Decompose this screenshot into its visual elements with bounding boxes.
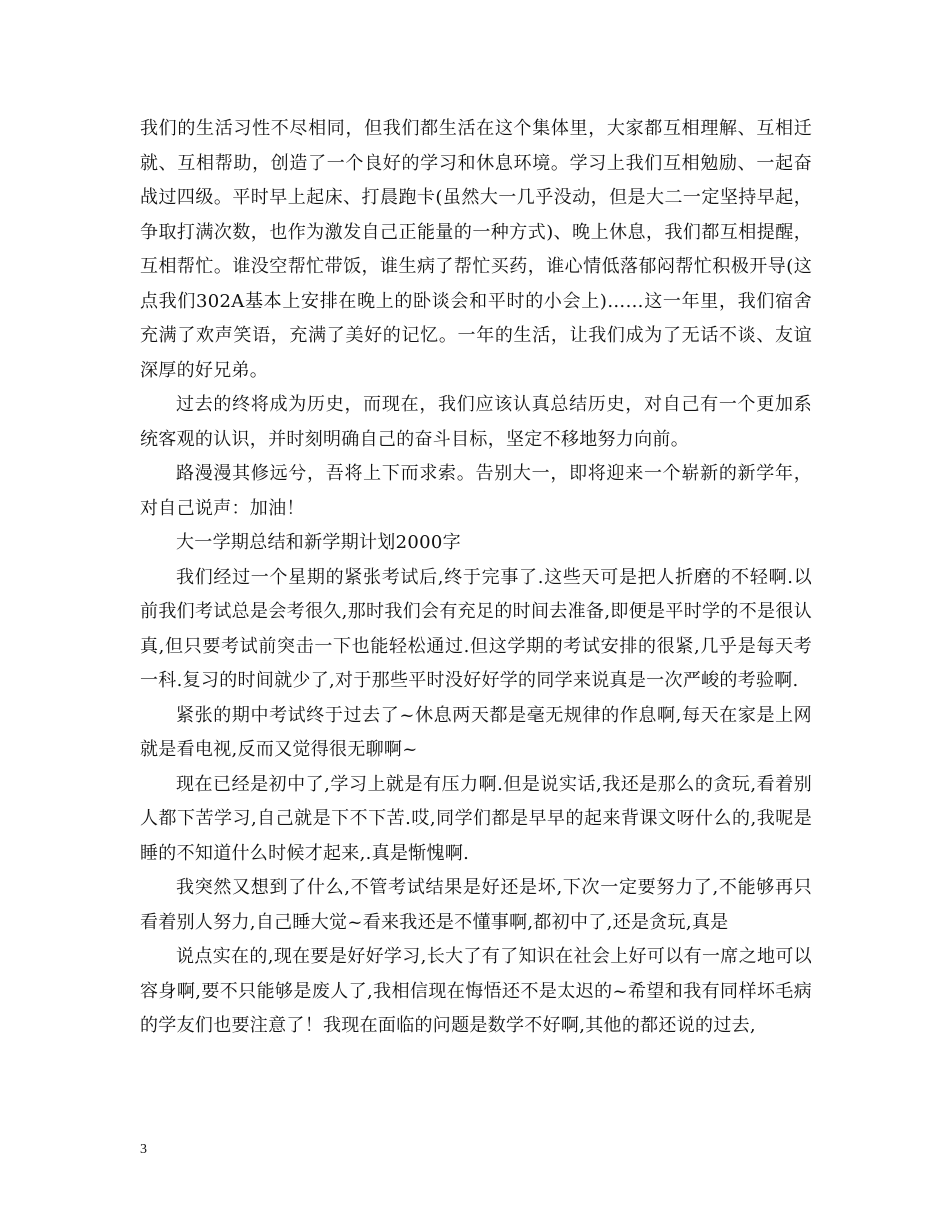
paragraph-junior-high: 现在已经是初中了,学习上就是有压力啊.但是说实话,我还是那么的贪玩,看着别人都下苦学习,自己就是下不下苦.哎,同学们都是早早的起来背课文呀什么的,我呢是睡的不知道什么时候才起来,.真是惭愧啊. bbox=[140, 773, 812, 864]
page-number: 3 bbox=[140, 1142, 147, 1157]
paragraph-farewell-freshman: 路漫漫其修远兮，吾将上下而求索。告别大一，即将迎来一个崭新的新学年，对自己说声：加油！ bbox=[140, 463, 812, 519]
paragraph-exam-week: 我们经过一个星期的紧张考试后,终于完事了.这些天可是把人折磨的不轻啊.以前我们考试总是会考很久,那时我们会有充足的时间去准备,即便是平时学的不是很认真,但只要考试前突击一下也能轻松通过.但这学期的考试安排的很紧,几乎是每天考一科.复习的时间就少了,对于那些平时没好好学的同学来说真是一次严峻的考验啊. bbox=[140, 566, 812, 691]
paragraph-midterm-rest: 紧张的期中考试终于过去了~休息两天都是毫无规律的作息啊,每天在家是上网就是看电视,反而又觉得很无聊啊~ bbox=[140, 704, 812, 760]
paragraph-summary-history: 过去的终将成为历史，而现在，我们应该认真总结历史，对自己有一个更加系统客观的认识，并时刻明确自己的奋斗目标，坚定不移地努力向前。 bbox=[140, 394, 812, 450]
body-text bbox=[140, 112, 812, 1044]
paragraph-resolution: 我突然又想到了什么,不管考试结果是好还是坏,下次一定要努力了,不能够再只看着别人努力,自己睡大觉~看来我还是不懂事啊,都初中了,还是贪玩,真是 bbox=[140, 877, 812, 933]
paragraph-study-hard: 说点实在的,现在要是好好学习,长大了有了知识在社会上好可以有一席之地可以容身啊,要不只能够是废人了,我相信现在悔悟还不是太迟的~希望和我有同样坏毛病的学友们也要注意了！我现在面临的问题是数学不好啊,其他的都还说的过去, bbox=[140, 946, 812, 1036]
section-heading: 大一学期总结和新学期计划2000字 bbox=[176, 532, 461, 553]
paragraph-dorm-life: 我们的生活习性不尽相同，但我们都生活在这个集体里，大家都互相理解、互相迁就、互相帮助，创造了一个良好的学习和休息环境。学习上我们互相勉励、一起奋战过四级。平时早上起床、打晨跑卡(虽然大一几乎没动，但是大二一定坚持早起，争取打满次数，也作为激发自己正能量的一种方式)、晚上休息，我们都互相提醒，互相帮忙。谁没空帮忙带饭，谁生病了帮忙买药，谁心情低落郁闷帮忙积极开导(这点我们302A基本上安排在晚上的卧谈会和平时的小会上)……这一年里，我们宿舍充满了欢声笑语，充满了美好的记忆。一年的生活，让我们成为了无话不谈、友谊深厚的好兄弟。 bbox=[140, 118, 812, 381]
